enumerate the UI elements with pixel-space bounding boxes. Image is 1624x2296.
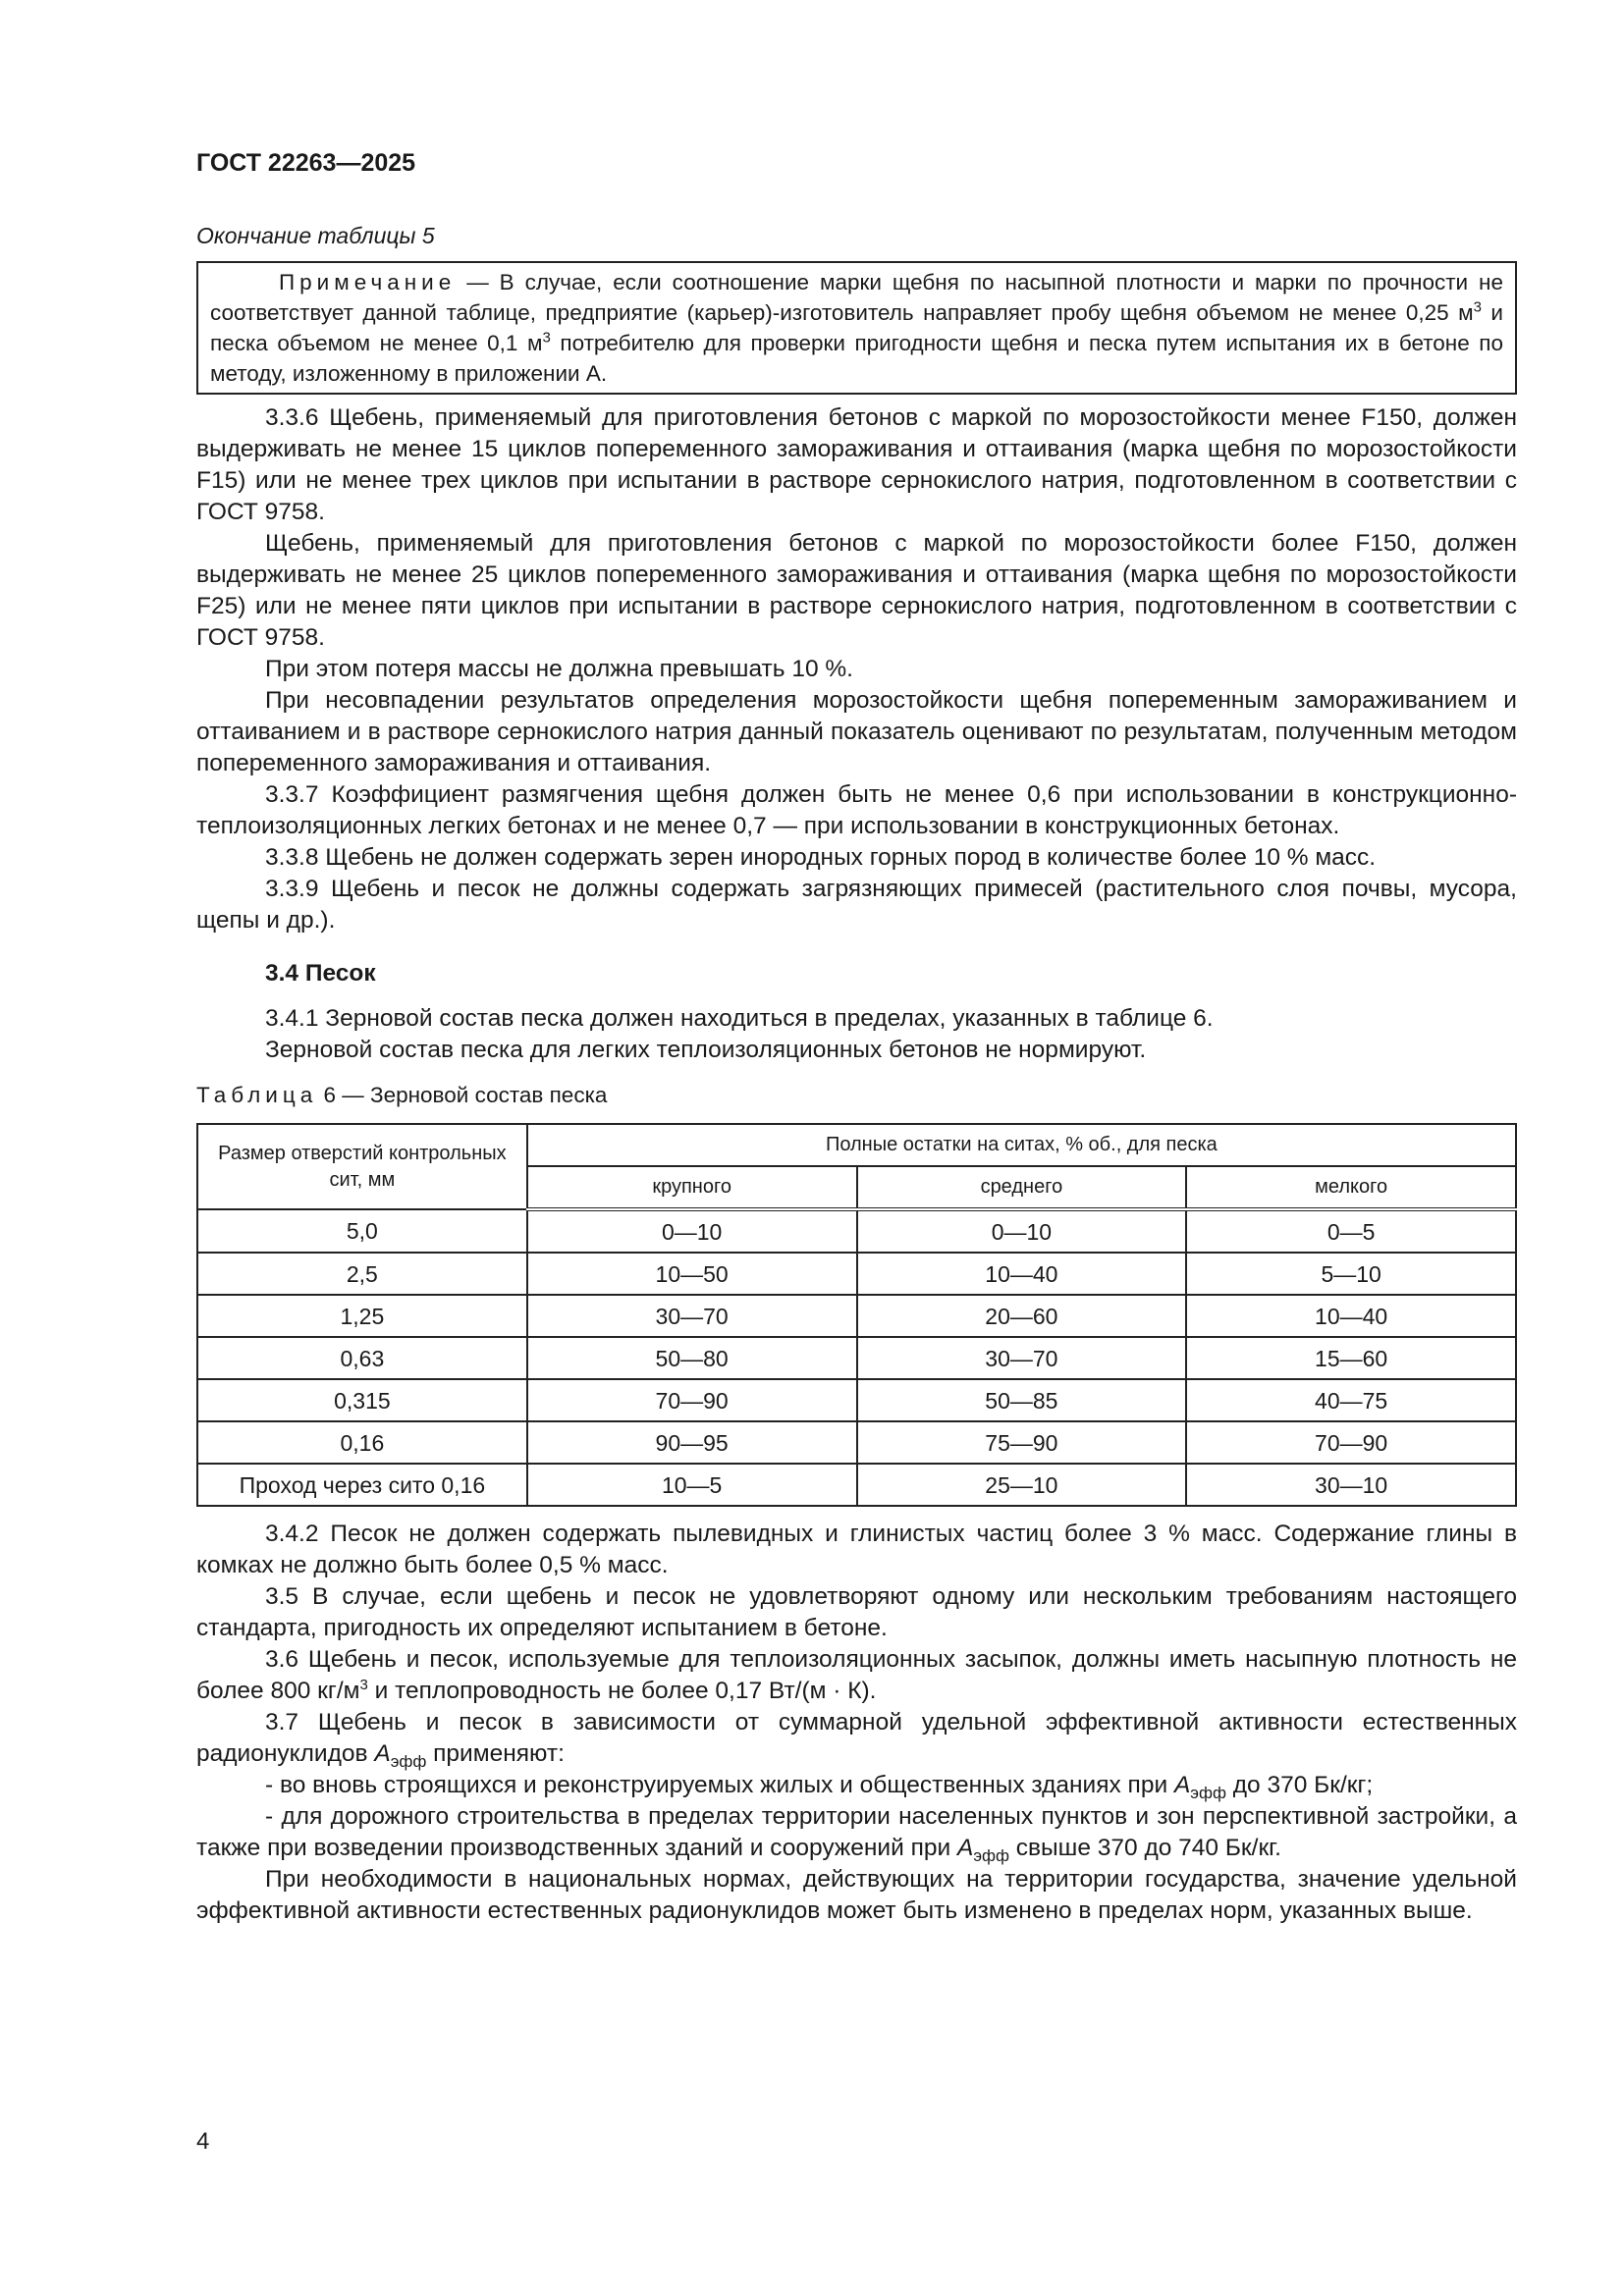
header-fine: мелкого (1186, 1166, 1516, 1209)
table-cell: 5,0 (197, 1209, 527, 1253)
table-cell: 0,63 (197, 1337, 527, 1379)
text: до 370 Бк/кг; (1225, 1772, 1374, 1798)
table-cell: 2,5 (197, 1253, 527, 1295)
superscript: 3 (359, 1676, 368, 1693)
table-cell: 40—75 (1186, 1379, 1516, 1421)
note-text: потребителю для проверки пригодности щебня и песка путем испытания их в бетоне по методу, изложенному в приложении А. (210, 331, 1503, 386)
table-cell: 0,315 (197, 1379, 527, 1421)
application-list (196, 1770, 1517, 1864)
text: - во вновь строящихся и реконструируемых жилых и общественных зданиях при (265, 1772, 1174, 1798)
table-cell: 50—80 (527, 1337, 857, 1379)
document-page (196, 147, 1517, 1927)
table-cell: 10—40 (1186, 1295, 1516, 1337)
table-row (197, 1379, 1516, 1421)
text: применяют: (426, 1740, 565, 1767)
text: и теплопроводность не более 0,17 Вт/(м · К). (367, 1678, 877, 1704)
list-item (196, 1770, 1517, 1801)
table-cell: 90—95 (527, 1421, 857, 1464)
note-text: и песка объемом не менее 0,1 м (210, 300, 1503, 355)
table-row (197, 1209, 1516, 1253)
paragraph-3-3-8: 3.3.8 Щебень не должен содержать зерен инородных горных пород в количестве более 10 % масс. (265, 844, 1377, 871)
text: свыше 370 до 740 Бк/кг. (1008, 1835, 1281, 1861)
superscript: 3 (542, 329, 551, 347)
table-cell: 50—85 (857, 1379, 1187, 1421)
header-medium: среднего (857, 1166, 1187, 1209)
table6-grain-composition (196, 1123, 1517, 1507)
table-cell: 70—90 (527, 1379, 857, 1421)
paragraph: Щебень, применяемый для приготовления бетонов с маркой по морозостойкости более F150, должен выдерживать не менее 25 циклов попеременного замораживания и оттаивания (марка щебня по морозостойкости F25) или не менее пяти циклов при испытании в растворе сернокислого натрия, подготовленном в соответствии с ГОСТ 9758. (196, 530, 1517, 651)
section-heading-3-4: 3.4 Песок (265, 960, 376, 987)
header-sieve-size: Размер отверстий контрольных сит, мм (197, 1124, 527, 1209)
paragraph-3-3-9: 3.3.9 Щебень и песок не должны содержать загрязняющих примесей (растительного слоя почвы, мусора, щепы и др.). (196, 876, 1517, 934)
document-header: ГОСТ 22263—2025 (196, 149, 416, 177)
superscript: 3 (1473, 298, 1482, 316)
table-row (197, 1337, 1516, 1379)
table-cell: 5—10 (1186, 1253, 1516, 1295)
table-cell: 30—70 (527, 1295, 857, 1337)
paragraph-3-4-2: 3.4.2 Песок не должен содержать пылевидных и глинистых частиц более 3 % масс. Содержание глины в комках не должно быть более 0,5 % масс. (196, 1521, 1517, 1578)
note-text: — В случае, если соотношение марки щебня по насыпной плотности и марки по прочности не соответствует данной таблице, предприятие (карьер)-изготовитель направляет пробу щебня объемом не менее 0,25 м (210, 270, 1503, 325)
symbol: A (1173, 1772, 1191, 1798)
table-row (197, 1464, 1516, 1506)
paragraph-3-7 (196, 1707, 1517, 1770)
subscript: эфф (1190, 1783, 1226, 1802)
table-cell: Проход через сито 0,16 (197, 1464, 527, 1506)
paragraph: При несовпадении результатов определения морозостойкости щебня попеременным замораживанием и оттаиванием и в растворе сернокислого натрия данный показатель оценивают по результатам, полученным методом попеременного замораживания и оттаивания. (196, 687, 1517, 776)
paragraph-3-6 (196, 1644, 1517, 1707)
table-cell: 0—5 (1186, 1209, 1516, 1253)
subscript: эфф (390, 1751, 427, 1771)
table-row (197, 1295, 1516, 1337)
table-cell: 75—90 (857, 1421, 1187, 1464)
table6-caption (196, 1080, 1517, 1111)
caption-text: 6 — Зерновой состав песка (317, 1083, 608, 1107)
table-cell: 70—90 (1186, 1421, 1516, 1464)
table-cell: 0—10 (527, 1209, 857, 1253)
table-row (197, 1253, 1516, 1295)
table-cell: 0—10 (857, 1209, 1187, 1253)
table-cell: 20—60 (857, 1295, 1187, 1337)
table-cell: 30—10 (1186, 1464, 1516, 1506)
paragraph: Зерновой состав песка для легких теплоизоляционных бетонов не нормируют. (265, 1037, 1147, 1063)
table-cell: 0,16 (197, 1421, 527, 1464)
table-cell: 25—10 (857, 1464, 1187, 1506)
subscript: эфф (973, 1845, 1009, 1865)
table-cell: 15—60 (1186, 1337, 1516, 1379)
paragraph: При этом потеря массы не должна превышать 10 %. (265, 656, 853, 682)
paragraph-3-4-1: 3.4.1 Зерновой состав песка должен находиться в пределах, указанных в таблице 6. (265, 1005, 1214, 1032)
text: - для дорожного строительства в пределах территории населенных пунктов и зон перспективной застройки, а также при возведении производственных зданий и сооружений при (196, 1803, 1517, 1861)
text: 3.7 Щебень и песок в зависимости от суммарной удельной эффективной активности естественных радионуклидов (196, 1709, 1517, 1767)
table-cell: 1,25 (197, 1295, 527, 1337)
table-cell: 10—40 (857, 1253, 1187, 1295)
table-cell: 30—70 (857, 1337, 1187, 1379)
header-residues: Полные остатки на ситах, % об., для песка (527, 1124, 1516, 1166)
symbol: A (956, 1835, 974, 1861)
paragraph-3-5: 3.5 В случае, если щебень и песок не удовлетворяют одному или нескольким требованиям настоящего стандарта, пригодность их определяют испытанием в бетоне. (196, 1583, 1517, 1641)
table-cell: 10—5 (527, 1464, 857, 1506)
table-row (197, 1421, 1516, 1464)
table5-note (196, 261, 1517, 395)
header-coarse: крупного (527, 1166, 857, 1209)
page-number: 4 (196, 2128, 210, 2155)
symbol: A (374, 1740, 391, 1767)
note-label: Примечание (279, 270, 457, 294)
caption-label: Таблица (196, 1083, 318, 1107)
paragraph-final: При необходимости в национальных нормах, действующих на территории государства, значение удельной эффективной активности естественных радионуклидов может быть изменено в пределах норм, указанных выше. (196, 1866, 1517, 1924)
paragraph-3-3-7: 3.3.7 Коэффициент размягчения щебня должен быть не менее 0,6 при использовании в конструкционно-теплоизоляционных легких бетонах и не менее 0,7 — при использовании в конструкционных бетонах. (196, 781, 1517, 839)
table-continuation-caption: Окончание таблицы 5 (196, 223, 435, 248)
list-item (196, 1801, 1517, 1864)
text: 3.6 Щебень и песок, используемые для теплоизоляционных засыпок, должны иметь насыпную плотность не более 800 кг/м (196, 1646, 1517, 1704)
table-cell: 10—50 (527, 1253, 857, 1295)
paragraph-3-3-6: 3.3.6 Щебень, применяемый для приготовления бетонов с маркой по морозостойкости менее F150, должен выдерживать не менее 15 циклов попеременного замораживания и оттаивания (марка щебня по морозостойкости F15) или не менее трех циклов при испытании в растворе сернокислого натрия, подготовленном в соответствии с ГОСТ 9758. (196, 404, 1517, 525)
